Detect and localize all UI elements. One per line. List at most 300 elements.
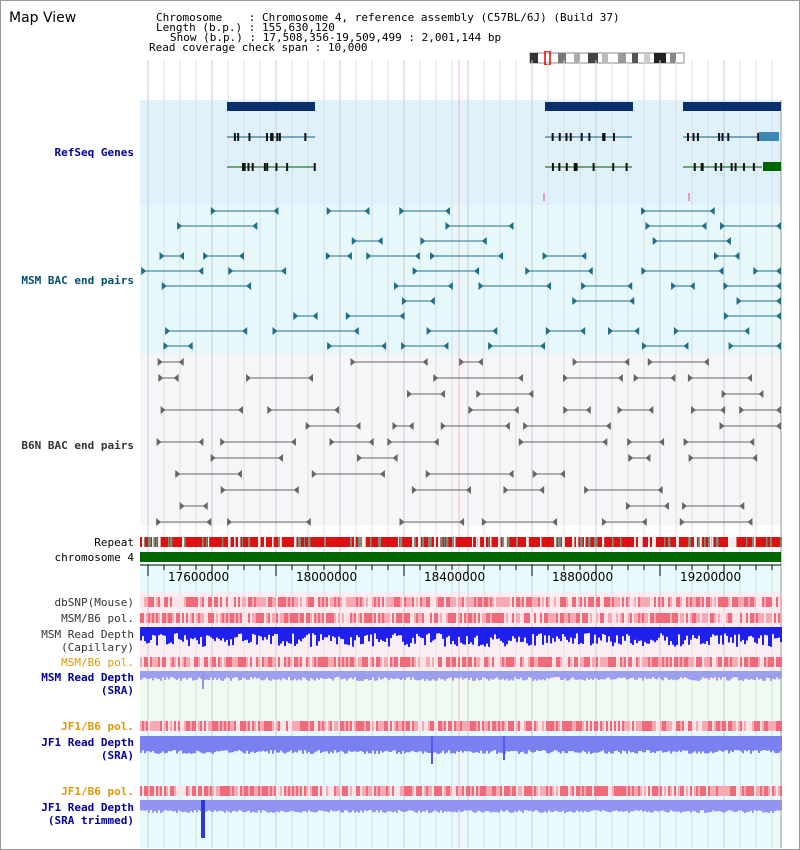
jf1-b6-pol-heat — [672, 721, 674, 731]
b6n-bac-track-label[interactable]: B6N BAC end pairs — [21, 439, 134, 452]
jf1-b6-pol-trimmed-heat — [528, 786, 530, 796]
jf1-depth-trimmed-bar — [774, 800, 776, 811]
jf1-b6-pol-trimmed-heat — [312, 786, 314, 796]
dbsnp-heat — [178, 597, 180, 607]
msm-depth-sra-bar — [460, 671, 462, 677]
msm-b6-pol-heat — [672, 613, 674, 623]
msm-b6-pol-heat — [376, 613, 378, 623]
msm-b6-pol-sra-heat — [724, 657, 726, 667]
msm-depth-sra-bar — [144, 671, 146, 678]
msm-depth-capillary-bar — [762, 627, 764, 645]
msm-depth-sra-bar — [252, 671, 254, 679]
msm-b6-pol-heat — [664, 613, 666, 623]
msm-b6-pol-heat — [288, 613, 290, 623]
jf1-depth-sra-bar — [168, 736, 170, 751]
msm-depth-capillary-bar — [204, 627, 206, 646]
jf1-b6-pol-trimmed-heat — [158, 786, 160, 796]
jf1-b6-pol-heat — [280, 721, 282, 731]
dbsnp-heat — [226, 597, 228, 607]
repeat-gap — [298, 537, 301, 547]
refseq-track-bg — [140, 100, 781, 205]
msm-b6-pol-heat — [174, 613, 176, 623]
jf1-depth-sra-bar — [738, 736, 740, 750]
repeat-track-label[interactable]: Repeat — [94, 536, 134, 549]
jf1-b6-pol-heat — [748, 721, 750, 731]
msm-read-depth-sra-label[interactable]: MSM Read Depth — [41, 671, 134, 684]
msm-depth-capillary-bar — [316, 627, 318, 646]
msm-depth-capillary-bar — [484, 627, 486, 647]
msm-b6-pol-sra-heat — [492, 657, 494, 667]
jf1-b6-pol-trimmed-heat — [726, 786, 728, 796]
msm-depth-capillary-bar — [278, 627, 280, 646]
jf1-depth-trimmed-bar — [500, 800, 502, 810]
msm-b6-pol-sra-heat — [596, 657, 598, 667]
msm-b6-pol-label[interactable]: MSM/B6 pol. — [61, 612, 134, 625]
repeat-gap — [222, 537, 223, 547]
msm-depth-capillary-bar — [516, 627, 518, 642]
jf1-b6-pol-trimmed-heat — [674, 786, 676, 796]
jf1-depth-sra-bar — [268, 736, 270, 753]
msm-depth-sra-bar — [260, 671, 262, 680]
jf1-b6-pol-trimmed-heat — [586, 786, 588, 796]
jf1-b6-pol-heat — [704, 721, 706, 731]
jf1-b6-pol-heat — [698, 721, 700, 731]
jf1-depth-trimmed-bar — [628, 800, 630, 813]
repeat-gap — [242, 537, 243, 547]
msm-b6-pol-sra-heat — [680, 657, 682, 667]
gene-exon — [242, 163, 244, 171]
msm-depth-capillary-bar — [598, 627, 600, 638]
msm-depth-sra-bar — [478, 671, 480, 680]
dbsnp-heat — [722, 597, 724, 607]
jf1-b6-pol-heat — [742, 721, 744, 731]
jf1-depth-sra-bar — [582, 736, 584, 751]
jf1-b6-pol-trimmed-heat — [258, 786, 260, 796]
msm-b6-pol-sra-heat — [762, 657, 764, 667]
msm-depth-capillary-bar — [604, 627, 606, 635]
msm-b6-pol-heat — [522, 613, 524, 623]
gene-exon — [701, 163, 703, 171]
jf1-depth-sra-bar — [152, 736, 154, 751]
msm-depth-sra-bar — [740, 671, 742, 680]
jf1-depth-trimmed-bar — [508, 800, 510, 812]
jf1-b6-pol-heat — [240, 721, 242, 731]
msm-depth-sra-bar — [624, 671, 626, 678]
jf1-depth-sra-bar — [266, 736, 268, 751]
jf1-depth-sra-bar — [486, 736, 488, 751]
msm-depth-sra-bar — [168, 671, 170, 679]
jf1-b6-pol-trimmed-heat — [452, 786, 454, 796]
msm-b6-pol-heat — [538, 613, 540, 623]
jf1-depth-sra-bar — [774, 736, 776, 753]
jf1-b6-pol-heat — [140, 721, 142, 731]
jf1-b6-pol-trimmed-label[interactable]: JF1/B6 pol. — [61, 785, 134, 798]
msm-b6-pol-heat — [596, 613, 598, 623]
msm-depth-capillary-bar — [628, 627, 630, 636]
msm-b6-pol-sra-heat — [174, 657, 176, 667]
msm-depth-sra-bar — [164, 671, 166, 680]
msm-b6-pol-sra-heat — [418, 657, 420, 667]
msm-b6-pol-sra-heat — [144, 657, 146, 667]
jf1-depth-sra-bar — [752, 736, 754, 751]
msm-b6-pol-sra-heat — [760, 657, 762, 667]
repeat-gap — [752, 537, 754, 547]
msm-depth-sra-bar — [632, 671, 634, 678]
msm-b6-pol-heat — [290, 613, 292, 623]
jf1-b6-pol-heat — [346, 721, 348, 731]
dbsnp-heat — [244, 597, 246, 607]
jf1-depth-trimmed-bar — [396, 800, 398, 813]
jf1-b6-pol-trimmed-heat — [498, 786, 500, 796]
jf1-b6-pol-heat — [234, 721, 236, 731]
dbsnp-heat — [474, 597, 476, 607]
dbsnp-heat — [692, 597, 694, 607]
msm-depth-sra-bar — [268, 671, 270, 680]
msm-b6-pol-heat — [328, 613, 330, 623]
msm-depth-sra-bar — [602, 671, 604, 679]
msm-depth-capillary-bar — [372, 627, 374, 646]
msm-b6-pol-heat — [206, 613, 208, 623]
msm-depth-sra-bar — [152, 671, 154, 680]
jf1-b6-pol-trimmed-heat — [218, 786, 220, 796]
dbsnp-heat — [580, 597, 582, 607]
jf1-depth-trimmed-bar — [322, 800, 324, 811]
jf1-b6-pol-heat — [558, 721, 560, 731]
jf1-depth-trimmed-bar — [222, 800, 224, 811]
dbsnp-heat — [680, 597, 682, 607]
jf1-b6-pol-heat — [422, 721, 424, 731]
jf1-depth-sra-bar — [646, 736, 648, 750]
chromosome-track-label[interactable]: chromosome 4 — [54, 551, 134, 564]
msm-depth-capillary-bar — [428, 627, 430, 633]
jf1-depth-sra-bar — [676, 736, 678, 752]
msm-b6-pol-heat — [490, 613, 492, 623]
msm-read-depth-capillary-label[interactable]: MSM Read Depth — [41, 628, 134, 641]
jf1-b6-pol-heat — [586, 721, 588, 731]
msm-b6-pol-sra-heat — [694, 657, 696, 667]
jf1-depth-sra-bar — [286, 736, 288, 752]
jf1-b6-pol-heat — [574, 721, 576, 731]
jf1-depth-trimmed-bar — [226, 800, 228, 811]
msm-b6-pol-heat — [540, 613, 542, 623]
msm-b6-pol-heat — [292, 613, 294, 623]
jf1-depth-sra-bar — [518, 736, 520, 754]
jf1-depth-sra-bar — [194, 736, 196, 753]
jf1-b6-pol-trimmed-heat — [460, 786, 462, 796]
dbsnp-heat — [264, 597, 266, 607]
msm-b6-pol-sra-label[interactable]: MSM/B6 pol. — [61, 656, 134, 669]
msm-depth-capillary-bar — [700, 627, 702, 644]
dbsnp-heat — [704, 597, 706, 607]
jf1-depth-trimmed-bar — [776, 800, 778, 810]
jf1-depth-sra-bar — [776, 736, 778, 753]
msm-depth-capillary-bar — [634, 627, 636, 640]
jf1-b6-pol-heat — [606, 721, 608, 731]
jf1-depth-sra-bar — [200, 736, 202, 752]
msm-depth-capillary-bar — [230, 627, 232, 639]
msm-b6-pol-sra-heat — [356, 657, 358, 667]
jf1-depth-trimmed-bar — [188, 800, 190, 813]
msm-b6-pol-sra-heat — [548, 657, 550, 667]
jf1-depth-sra-bar — [642, 736, 644, 752]
repeat-gap — [562, 537, 565, 547]
msm-b6-pol-heat — [320, 613, 322, 623]
jf1-depth-sra-bar — [258, 736, 260, 751]
jf1-read-depth-sra-label[interactable]: JF1 Read Depth — [41, 736, 134, 749]
jf1-b6-pol-heat — [506, 721, 508, 731]
jf1-depth-sra-bar — [684, 736, 686, 751]
msm-depth-capillary-bar — [276, 627, 278, 634]
jf1-depth-trimmed-bar — [582, 800, 584, 812]
dbsnp-heat — [388, 597, 390, 607]
msm-b6-pol-heat — [238, 613, 240, 623]
jf1-depth-trimmed-bar — [558, 800, 560, 812]
msm-depth-capillary-bar — [322, 627, 324, 640]
jf1-b6-pol-trimmed-heat — [172, 786, 174, 796]
msm-b6-pol-heat — [702, 613, 704, 623]
msm-b6-pol-heat — [286, 613, 288, 623]
gene-exon — [558, 163, 560, 171]
dbsnp-heat — [644, 597, 646, 607]
jf1-read-depth-trimmed-label[interactable]: JF1 Read Depth — [41, 801, 134, 814]
msm-depth-sra-bar — [400, 671, 402, 680]
jf1-depth-trimmed-bar — [646, 800, 648, 812]
jf1-b6-pol-heat — [392, 721, 394, 731]
jf1-depth-sra-bar — [374, 736, 376, 754]
jf1-b6-pol-heat — [144, 721, 146, 731]
jf1-depth-trimmed-bar — [174, 800, 176, 811]
msm-b6-pol-heat — [148, 613, 150, 623]
msm-depth-capillary-bar — [764, 627, 766, 635]
jf1-depth-trimmed-bar — [270, 800, 272, 812]
msm-b6-pol-heat — [738, 613, 740, 623]
jf1-b6-pol-trimmed-heat — [682, 786, 684, 796]
msm-depth-sra-bar — [348, 671, 350, 678]
jf1-depth-sra-bar — [586, 736, 588, 754]
msm-depth-sra-bar — [324, 671, 326, 679]
msm-b6-pol-sra-heat — [698, 657, 700, 667]
msm-depth-capillary-bar — [770, 627, 772, 647]
msm-depth-capillary-bar — [538, 627, 540, 634]
jf1-depth-trimmed-bar — [570, 800, 572, 811]
msm-depth-sra-bar — [392, 671, 394, 679]
msm-depth-sra-bar — [228, 671, 230, 678]
msm-b6-pol-sra-heat — [430, 657, 432, 667]
dbsnp-heat — [774, 597, 776, 607]
msm-b6-pol-heat — [270, 613, 272, 623]
msm-depth-capillary-bar — [438, 627, 440, 633]
msm-depth-sra-bar — [368, 671, 370, 680]
jf1-depth-trimmed-bar — [744, 800, 746, 813]
jf1-depth-trimmed-bar — [562, 800, 564, 811]
msm-depth-sra-bar — [340, 671, 342, 679]
jf1-depth-sra-bar — [632, 736, 634, 752]
msm-depth-capillary-bar — [524, 627, 526, 638]
msm-b6-pol-heat — [336, 613, 338, 623]
msm-depth-sra-bar — [218, 671, 220, 678]
jf1-b6-pol-trimmed-heat — [272, 786, 274, 796]
jf1-depth-sra-bar — [736, 736, 738, 750]
refseq-track-label[interactable]: RefSeq Genes — [54, 146, 134, 159]
msm-b6-pol-sra-heat — [330, 657, 332, 667]
repeat-gap — [144, 537, 145, 547]
msm-b6-pol-heat — [630, 613, 632, 623]
dbsnp-heat — [318, 597, 320, 607]
dbsnp-track-label[interactable]: dbSNP(Mouse) — [54, 596, 134, 609]
msm-b6-pol-sra-heat — [622, 657, 624, 667]
repeat-gap — [158, 537, 161, 547]
dbsnp-heat — [482, 597, 484, 607]
msm-depth-capillary-bar — [434, 627, 436, 639]
msm-depth-sra-bar — [242, 671, 244, 678]
jf1-depth-sra-bar — [524, 736, 526, 754]
jf1-b6-pol-trimmed-heat — [776, 786, 778, 796]
msm-depth-capillary-bar — [258, 627, 260, 636]
jf1-b6-pol-trimmed-heat — [336, 786, 338, 796]
msm-depth-capillary-bar — [512, 627, 514, 636]
msm-depth-capillary-bar — [158, 627, 160, 635]
msm-depth-sra-bar — [738, 671, 740, 681]
jf1-b6-pol-heat — [680, 721, 682, 731]
jf1-b6-pol-trimmed-heat — [506, 786, 508, 796]
msm-depth-capillary-bar — [662, 627, 664, 635]
dbsnp-heat — [466, 597, 468, 607]
msm-b6-pol-heat — [342, 613, 344, 623]
jf1-b6-pol-trimmed-heat — [188, 786, 190, 796]
jf1-depth-sra-bar — [368, 736, 370, 753]
msm-b6-pol-sra-heat — [686, 657, 688, 667]
dbsnp-heat — [728, 597, 730, 607]
repeat-gap — [154, 537, 155, 547]
jf1-b6-pol-heat — [598, 721, 600, 731]
msm-b6-pol-heat — [402, 613, 404, 623]
jf1-b6-pol-trimmed-heat — [636, 786, 638, 796]
jf1-b6-pol-trimmed-heat — [590, 786, 592, 796]
dbsnp-heat — [304, 597, 306, 607]
dbsnp-heat — [158, 597, 160, 607]
jf1-b6-pol-heat — [652, 721, 654, 731]
dbsnp-heat — [316, 597, 318, 607]
repeat-gap — [304, 537, 305, 547]
msm-depth-sra-bar — [494, 671, 496, 678]
jf1-b6-pol-heat — [362, 721, 364, 731]
msm-depth-capillary-bar — [722, 627, 724, 645]
jf1-b6-pol-trimmed-heat — [148, 786, 150, 796]
dbsnp-heat — [168, 597, 170, 607]
jf1-b6-pol-trimmed-heat — [712, 786, 714, 796]
msm-depth-capillary-bar — [772, 627, 774, 634]
jf1-b6-pol-heat — [774, 721, 776, 731]
dbsnp-heat — [570, 597, 572, 607]
axis-tick-label: 17600000 — [168, 570, 230, 584]
dbsnp-heat — [664, 597, 666, 607]
jf1-b6-pol-trimmed-heat — [552, 786, 554, 796]
jf1-b6-pol-trimmed-heat — [732, 786, 734, 796]
jf1-b6-pol-label[interactable]: JF1/B6 pol. — [61, 720, 134, 733]
msm-depth-sra-bar — [278, 671, 280, 679]
jf1-depth-sra-bar — [298, 736, 300, 750]
msm-b6-pol-heat — [430, 613, 432, 623]
msm-depth-sra-bar — [186, 671, 188, 680]
jf1-b6-pol-heat — [242, 721, 244, 731]
jf1-b6-pol-heat — [630, 721, 632, 731]
jf1-depth-trimmed-bar — [712, 800, 714, 810]
repeat-track-bar — [140, 537, 781, 547]
msm-depth-capillary-bar — [690, 627, 692, 640]
jf1-depth-trimmed-bar — [342, 800, 344, 813]
jf1-b6-pol-heat — [244, 721, 246, 731]
msm-b6-pol-heat — [554, 613, 556, 623]
jf1-b6-pol-heat — [382, 721, 384, 731]
msm-b6-pol-heat — [550, 613, 552, 623]
jf1-depth-trimmed-bar — [576, 800, 578, 811]
jf1-b6-pol-heat — [522, 721, 524, 731]
jf1-b6-pol-heat — [354, 721, 356, 731]
jf1-depth-sra-bar — [210, 736, 212, 753]
dbsnp-heat — [648, 597, 650, 607]
jf1-b6-pol-trimmed-heat — [758, 786, 760, 796]
msm-depth-capillary-bar — [642, 627, 644, 646]
jf1-depth-sra-bar — [598, 736, 600, 752]
jf1-depth-sra-bar — [414, 736, 416, 752]
msm-depth-sra-bar — [422, 671, 424, 679]
repeat-gap — [354, 537, 356, 547]
jf1-depth-trimmed-bar — [762, 800, 764, 812]
jf1-b6-pol-heat — [420, 721, 422, 731]
gene-exon — [565, 133, 567, 141]
jf1-depth-trimmed-bar — [524, 800, 526, 810]
jf1-b6-pol-heat — [370, 721, 372, 731]
msm-depth-sra-bar — [264, 671, 266, 679]
jf1-depth-trimmed-bar — [266, 800, 268, 812]
jf1-b6-pol-trimmed-heat — [608, 786, 610, 796]
msm-depth-capillary-bar — [140, 627, 142, 640]
jf1-b6-pol-heat — [490, 721, 492, 731]
msm-depth-capillary-bar — [508, 627, 510, 641]
jf1-b6-pol-trimmed-heat — [698, 786, 700, 796]
jf1-b6-pol-heat — [564, 721, 566, 731]
jf1-b6-pol-trimmed-heat — [716, 786, 718, 796]
msm-depth-capillary-bar — [350, 627, 352, 637]
jf1-b6-pol-trimmed-heat — [384, 786, 386, 796]
msm-depth-capillary-bar — [456, 627, 458, 646]
msm-b6-pol-heat — [610, 613, 612, 623]
jf1-depth-sra-bar — [770, 736, 772, 752]
msm-b6-pol-sra-heat — [190, 657, 192, 667]
jf1-depth-trimmed-bar — [348, 800, 350, 813]
msm-b6-pol-sra-heat — [184, 657, 186, 667]
jf1-depth-sra-bar — [288, 736, 290, 752]
jf1-b6-pol-trimmed-heat — [640, 786, 642, 796]
dbsnp-heat — [434, 597, 436, 607]
gene-bar — [683, 102, 781, 111]
dbsnp-heat — [506, 597, 508, 607]
dbsnp-heat — [192, 597, 194, 607]
msm-depth-capillary-bar — [406, 627, 408, 644]
msm-depth-sra-bar — [410, 671, 412, 680]
msm-depth-capillary-bar — [146, 627, 148, 643]
jf1-b6-pol-trimmed-heat — [392, 786, 394, 796]
msm-bac-track-label[interactable]: MSM BAC end pairs — [21, 274, 134, 287]
msm-b6-pol-heat — [692, 613, 694, 623]
jf1-depth-trimmed-bar — [324, 800, 326, 811]
msm-b6-pol-heat — [718, 613, 720, 623]
jf1-b6-pol-trimmed-heat — [662, 786, 664, 796]
dbsnp-heat — [152, 597, 154, 607]
msm-depth-sra-bar — [172, 671, 174, 677]
jf1-b6-pol-heat — [746, 721, 748, 731]
msm-depth-capillary-bar — [736, 627, 738, 647]
